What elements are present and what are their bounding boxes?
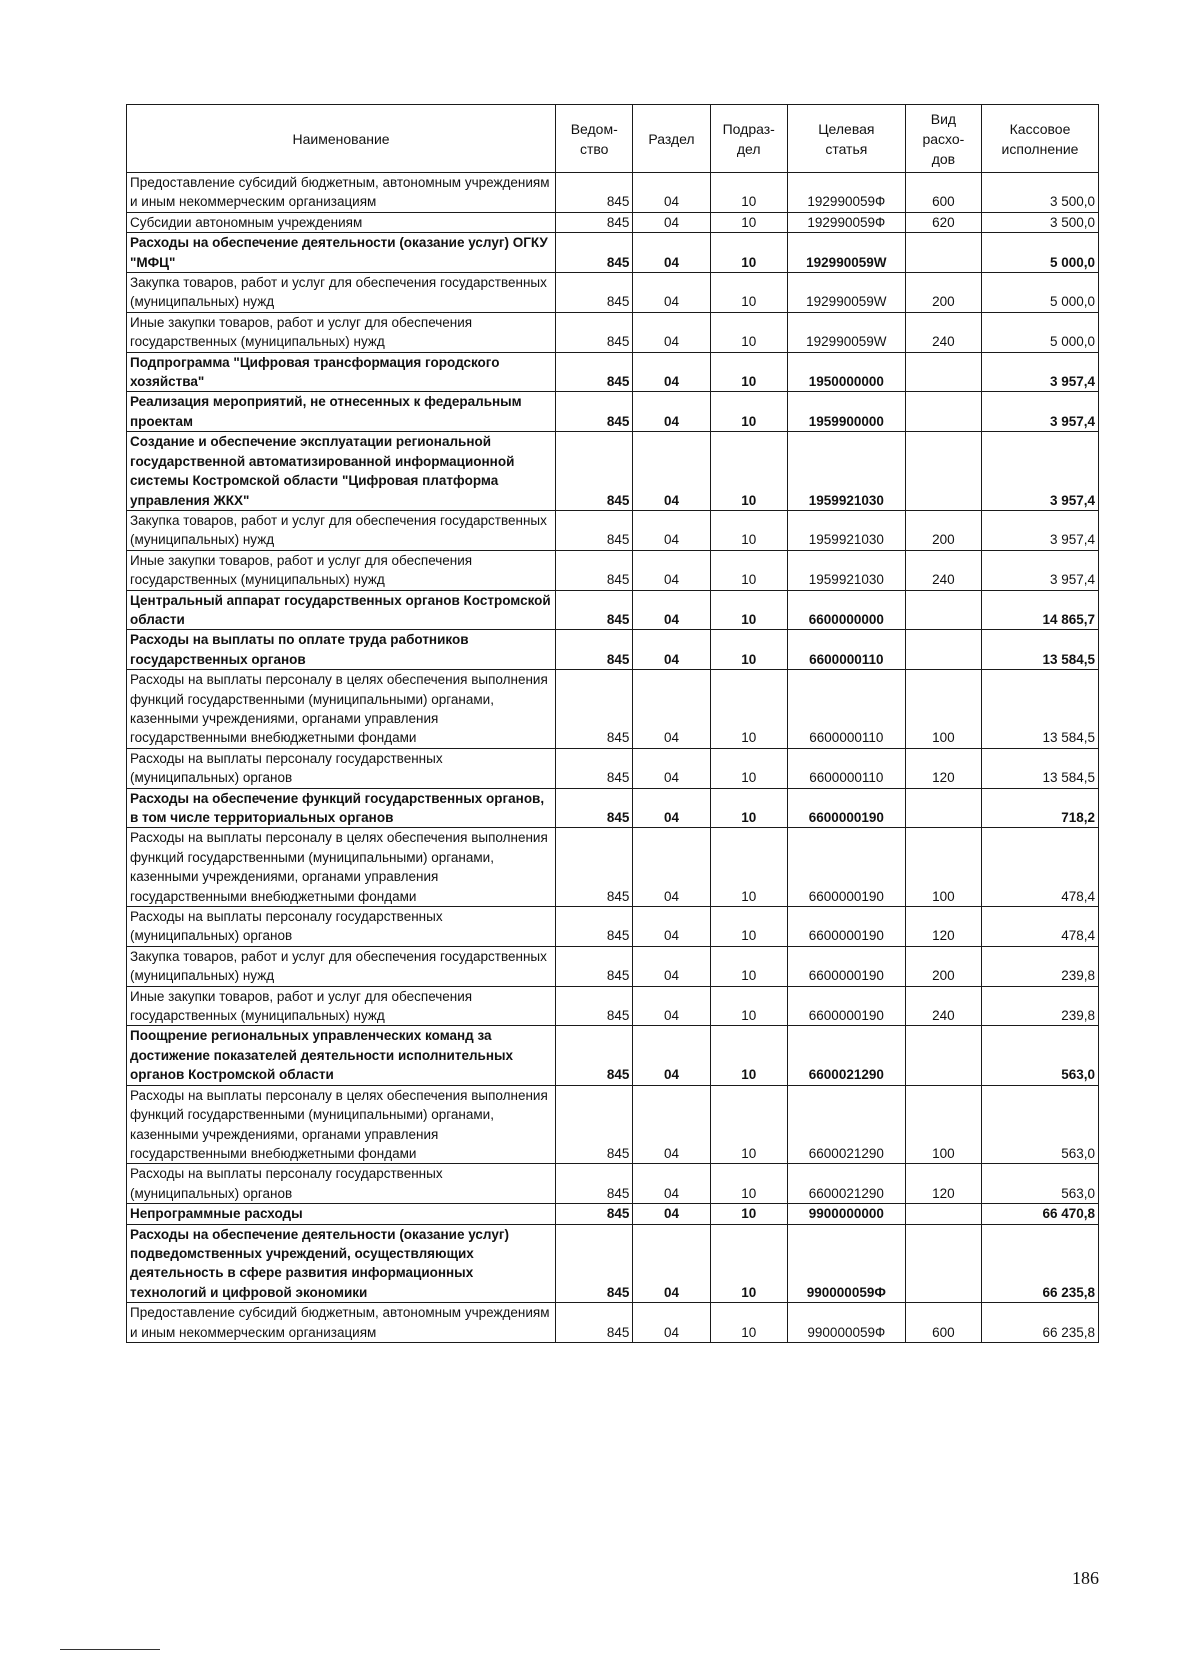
cell-razdel: 04 [633, 630, 710, 670]
cell-celevaya-statya: 1959921030 [787, 510, 905, 550]
cell-celevaya-statya: 1959921030 [787, 432, 905, 511]
cell-razdel: 04 [633, 946, 710, 986]
cell-celevaya-statya: 990000059Ф [787, 1303, 905, 1343]
footer-rule [60, 1649, 160, 1650]
cell-kassovoe-ispolnenie: 3 500,0 [982, 212, 1099, 232]
cell-podrazdel: 10 [710, 392, 787, 432]
table-header-row [127, 105, 1099, 173]
cell-kassovoe-ispolnenie: 3 957,4 [982, 432, 1099, 511]
cell-vedomstvo: 845 [556, 212, 633, 232]
table-row [127, 907, 1099, 947]
cell-razdel: 04 [633, 273, 710, 313]
header-vedomstvo: Ведом- ство [556, 105, 633, 173]
header-name: Наименование [127, 105, 556, 173]
cell-celevaya-statya: 6600021290 [787, 1026, 905, 1085]
cell-kassovoe-ispolnenie: 13 584,5 [982, 670, 1099, 749]
cell-celevaya-statya: 6600000190 [787, 986, 905, 1026]
cell-vedomstvo: 845 [556, 1303, 633, 1343]
cell-vedomstvo: 845 [556, 670, 633, 749]
table-row [127, 312, 1099, 352]
table-row [127, 233, 1099, 273]
table-row [127, 946, 1099, 986]
cell-name: Субсидии автономным учреждениям [127, 212, 556, 232]
cell-podrazdel: 10 [710, 1026, 787, 1085]
cell-vid-rashodov: 100 [905, 1085, 981, 1164]
cell-razdel: 04 [633, 907, 710, 947]
cell-podrazdel: 10 [710, 986, 787, 1026]
cell-razdel: 04 [633, 1224, 710, 1303]
table-row [127, 273, 1099, 313]
cell-podrazdel: 10 [710, 432, 787, 511]
cell-kassovoe-ispolnenie: 563,0 [982, 1085, 1099, 1164]
cell-name: Создание и обеспечение эксплуатации региональной государственной автоматизированной информационной системы Костромской области "Цифровая платформа управления ЖКХ" [127, 432, 556, 511]
header-podrazdel: Подраз- дел [710, 105, 787, 173]
cell-podrazdel: 10 [710, 233, 787, 273]
cell-vid-rashodov: 200 [905, 510, 981, 550]
cell-vedomstvo: 845 [556, 986, 633, 1026]
cell-name: Закупка товаров, работ и услуг для обеспечения государственных (муниципальных) нужд [127, 273, 556, 313]
cell-name: Расходы на выплаты персоналу в целях обеспечения выполнения функций государственными (муниципальными) органами, казенными учреждениями, органами управления государственными внебюджетными фондами [127, 828, 556, 907]
table-row [127, 510, 1099, 550]
cell-celevaya-statya: 6600000110 [787, 748, 905, 788]
cell-kassovoe-ispolnenie: 3 957,4 [982, 392, 1099, 432]
cell-celevaya-statya: 6600000190 [787, 907, 905, 947]
cell-podrazdel: 10 [710, 173, 787, 213]
cell-vedomstvo: 845 [556, 173, 633, 213]
cell-vedomstvo: 845 [556, 590, 633, 630]
cell-razdel: 04 [633, 590, 710, 630]
cell-celevaya-statya: 6600000190 [787, 946, 905, 986]
table-row [127, 986, 1099, 1026]
cell-podrazdel: 10 [710, 212, 787, 232]
cell-kassovoe-ispolnenie: 5 000,0 [982, 312, 1099, 352]
cell-name: Иные закупки товаров, работ и услуг для обеспечения государственных (муниципальных) нужд [127, 312, 556, 352]
cell-vid-rashodov: 240 [905, 312, 981, 352]
cell-podrazdel: 10 [710, 312, 787, 352]
cell-kassovoe-ispolnenie: 14 865,7 [982, 590, 1099, 630]
table-row [127, 1164, 1099, 1204]
table-row [127, 788, 1099, 828]
cell-kassovoe-ispolnenie: 66 235,8 [982, 1224, 1099, 1303]
cell-kassovoe-ispolnenie: 13 584,5 [982, 630, 1099, 670]
cell-vid-rashodov [905, 1026, 981, 1085]
cell-podrazdel: 10 [710, 670, 787, 749]
cell-podrazdel: 10 [710, 273, 787, 313]
table-row [127, 432, 1099, 511]
table-row [127, 670, 1099, 749]
cell-name: Расходы на обеспечение функций государственных органов, в том числе территориальных органов [127, 788, 556, 828]
cell-kassovoe-ispolnenie: 13 584,5 [982, 748, 1099, 788]
cell-razdel: 04 [633, 1085, 710, 1164]
cell-kassovoe-ispolnenie: 239,8 [982, 946, 1099, 986]
cell-name: Иные закупки товаров, работ и услуг для обеспечения государственных (муниципальных) нужд [127, 550, 556, 590]
table-row [127, 212, 1099, 232]
cell-celevaya-statya: 192990059Ф [787, 212, 905, 232]
cell-celevaya-statya: 1959921030 [787, 550, 905, 590]
cell-vedomstvo: 845 [556, 1085, 633, 1164]
cell-celevaya-statya: 6600021290 [787, 1085, 905, 1164]
cell-podrazdel: 10 [710, 907, 787, 947]
cell-celevaya-statya: 6600000190 [787, 788, 905, 828]
cell-kassovoe-ispolnenie: 3 500,0 [982, 173, 1099, 213]
cell-name: Предоставление субсидий бюджетным, автономным учреждениям и иным некоммерческим организациям [127, 1303, 556, 1343]
cell-podrazdel: 10 [710, 748, 787, 788]
cell-kassovoe-ispolnenie: 66 235,8 [982, 1303, 1099, 1343]
cell-vedomstvo: 845 [556, 233, 633, 273]
table-body [127, 173, 1099, 1343]
cell-vid-rashodov [905, 1204, 981, 1224]
header-kassovoe-ispolnenie: Кассовое исполнение [982, 105, 1099, 173]
cell-name: Расходы на выплаты персоналу в целях обеспечения выполнения функций государственными (муниципальными) органами, казенными учреждениями, органами управления государственными внебюджетными фондами [127, 1085, 556, 1164]
cell-vedomstvo: 845 [556, 432, 633, 511]
cell-podrazdel: 10 [710, 1204, 787, 1224]
cell-podrazdel: 10 [710, 1303, 787, 1343]
cell-celevaya-statya: 990000059Ф [787, 1224, 905, 1303]
cell-celevaya-statya: 192990059W [787, 312, 905, 352]
cell-celevaya-statya: 6600000000 [787, 590, 905, 630]
cell-kassovoe-ispolnenie: 3 957,4 [982, 550, 1099, 590]
page-number: 186 [1072, 1568, 1099, 1588]
cell-name: Расходы на выплаты по оплате труда работников государственных органов [127, 630, 556, 670]
table-row [127, 590, 1099, 630]
cell-vid-rashodov: 240 [905, 550, 981, 590]
header-celevaya-statya: Целевая статья [787, 105, 905, 173]
cell-vedomstvo: 845 [556, 828, 633, 907]
cell-name: Закупка товаров, работ и услуг для обеспечения государственных (муниципальных) нужд [127, 510, 556, 550]
cell-celevaya-statya: 192990059W [787, 233, 905, 273]
table-row [127, 550, 1099, 590]
cell-vid-rashodov [905, 590, 981, 630]
cell-name: Расходы на выплаты персоналу государственных (муниципальных) органов [127, 748, 556, 788]
table-row [127, 392, 1099, 432]
cell-vedomstvo: 845 [556, 312, 633, 352]
cell-podrazdel: 10 [710, 1224, 787, 1303]
cell-vid-rashodov: 600 [905, 173, 981, 213]
cell-razdel: 04 [633, 173, 710, 213]
cell-razdel: 04 [633, 352, 710, 392]
table-row [127, 1303, 1099, 1343]
cell-podrazdel: 10 [710, 788, 787, 828]
cell-vedomstvo: 845 [556, 1204, 633, 1224]
cell-razdel: 04 [633, 312, 710, 352]
cell-vid-rashodov: 120 [905, 748, 981, 788]
budget-table [126, 104, 1099, 1343]
cell-podrazdel: 10 [710, 1085, 787, 1164]
cell-razdel: 04 [633, 510, 710, 550]
table-row [127, 1224, 1099, 1303]
table-row [127, 1085, 1099, 1164]
cell-kassovoe-ispolnenie: 478,4 [982, 907, 1099, 947]
cell-kassovoe-ispolnenie: 66 470,8 [982, 1204, 1099, 1224]
cell-kassovoe-ispolnenie: 3 957,4 [982, 510, 1099, 550]
cell-kassovoe-ispolnenie: 478,4 [982, 828, 1099, 907]
cell-razdel: 04 [633, 670, 710, 749]
cell-razdel: 04 [633, 788, 710, 828]
cell-podrazdel: 10 [710, 828, 787, 907]
cell-vid-rashodov: 600 [905, 1303, 981, 1343]
cell-kassovoe-ispolnenie: 239,8 [982, 986, 1099, 1026]
cell-razdel: 04 [633, 1303, 710, 1343]
cell-vid-rashodov: 120 [905, 907, 981, 947]
cell-vedomstvo: 845 [556, 748, 633, 788]
cell-razdel: 04 [633, 212, 710, 232]
cell-name: Центральный аппарат государственных органов Костромской области [127, 590, 556, 630]
cell-vid-rashodov [905, 352, 981, 392]
cell-vedomstvo: 845 [556, 273, 633, 313]
cell-razdel: 04 [633, 748, 710, 788]
cell-vid-rashodov [905, 233, 981, 273]
cell-razdel: 04 [633, 1164, 710, 1204]
table-row [127, 828, 1099, 907]
cell-vid-rashodov [905, 432, 981, 511]
cell-razdel: 04 [633, 432, 710, 511]
cell-name: Иные закупки товаров, работ и услуг для обеспечения государственных (муниципальных) нужд [127, 986, 556, 1026]
cell-razdel: 04 [633, 986, 710, 1026]
cell-kassovoe-ispolnenie: 5 000,0 [982, 233, 1099, 273]
cell-name: Предоставление субсидий бюджетным, автономным учреждениям и иным некоммерческим организациям [127, 173, 556, 213]
cell-vid-rashodov: 120 [905, 1164, 981, 1204]
cell-razdel: 04 [633, 1204, 710, 1224]
cell-name: Расходы на обеспечение деятельности (оказание услуг) подведомственных учреждений, осуществляющих деятельность в сфере развития информационных технологий и цифровой экономики [127, 1224, 556, 1303]
cell-vid-rashodov [905, 788, 981, 828]
cell-celevaya-statya: 1959900000 [787, 392, 905, 432]
cell-vedomstvo: 845 [556, 630, 633, 670]
cell-name: Реализация мероприятий, не отнесенных к федеральным проектам [127, 392, 556, 432]
cell-vid-rashodov [905, 630, 981, 670]
cell-kassovoe-ispolnenie: 3 957,4 [982, 352, 1099, 392]
cell-vid-rashodov: 200 [905, 946, 981, 986]
cell-vedomstvo: 845 [556, 1164, 633, 1204]
cell-kassovoe-ispolnenie: 563,0 [982, 1164, 1099, 1204]
cell-razdel: 04 [633, 828, 710, 907]
cell-celevaya-statya: 9900000000 [787, 1204, 905, 1224]
cell-vid-rashodov: 100 [905, 828, 981, 907]
cell-celevaya-statya: 6600000110 [787, 630, 905, 670]
cell-vid-rashodov: 240 [905, 986, 981, 1026]
cell-podrazdel: 10 [710, 630, 787, 670]
cell-name: Непрограммные расходы [127, 1204, 556, 1224]
cell-name: Расходы на выплаты персоналу в целях обеспечения выполнения функций государственными (муниципальными) органами, казенными учреждениями, органами управления государственными внебюджетными фондами [127, 670, 556, 749]
cell-name: Расходы на обеспечение деятельности (оказание услуг) ОГКУ "МФЦ" [127, 233, 556, 273]
table-row [127, 352, 1099, 392]
cell-kassovoe-ispolnenie: 563,0 [982, 1026, 1099, 1085]
cell-podrazdel: 10 [710, 946, 787, 986]
cell-name: Расходы на выплаты персоналу государственных (муниципальных) органов [127, 907, 556, 947]
table-row [127, 1026, 1099, 1085]
cell-vedomstvo: 845 [556, 907, 633, 947]
cell-podrazdel: 10 [710, 590, 787, 630]
cell-vedomstvo: 845 [556, 510, 633, 550]
cell-razdel: 04 [633, 392, 710, 432]
cell-podrazdel: 10 [710, 550, 787, 590]
header-razdel: Раздел [633, 105, 710, 173]
cell-razdel: 04 [633, 1026, 710, 1085]
cell-kassovoe-ispolnenie: 5 000,0 [982, 273, 1099, 313]
table-row [127, 630, 1099, 670]
cell-name: Закупка товаров, работ и услуг для обеспечения государственных (муниципальных) нужд [127, 946, 556, 986]
cell-vedomstvo: 845 [556, 946, 633, 986]
cell-vid-rashodov: 620 [905, 212, 981, 232]
table-row [127, 1204, 1099, 1224]
cell-podrazdel: 10 [710, 352, 787, 392]
cell-celevaya-statya: 6600000110 [787, 670, 905, 749]
cell-celevaya-statya: 192990059W [787, 273, 905, 313]
cell-vid-rashodov [905, 392, 981, 432]
cell-podrazdel: 10 [710, 1164, 787, 1204]
cell-name: Расходы на выплаты персоналу государственных (муниципальных) органов [127, 1164, 556, 1204]
cell-vedomstvo: 845 [556, 392, 633, 432]
cell-name: Поощрение региональных управленческих команд за достижение показателей деятельности исполнительных органов Костромской области [127, 1026, 556, 1085]
header-vid-rashodov: Вид расхо- дов [905, 105, 981, 173]
cell-celevaya-statya: 1950000000 [787, 352, 905, 392]
cell-celevaya-statya: 6600021290 [787, 1164, 905, 1204]
cell-vid-rashodov [905, 1224, 981, 1303]
cell-vedomstvo: 845 [556, 352, 633, 392]
cell-celevaya-statya: 6600000190 [787, 828, 905, 907]
table-row [127, 748, 1099, 788]
cell-razdel: 04 [633, 550, 710, 590]
cell-vid-rashodov: 200 [905, 273, 981, 313]
cell-vedomstvo: 845 [556, 550, 633, 590]
cell-vid-rashodov: 100 [905, 670, 981, 749]
cell-vedomstvo: 845 [556, 1224, 633, 1303]
cell-celevaya-statya: 192990059Ф [787, 173, 905, 213]
cell-vedomstvo: 845 [556, 1026, 633, 1085]
cell-name: Подпрограмма "Цифровая трансформация городского хозяйства" [127, 352, 556, 392]
cell-razdel: 04 [633, 233, 710, 273]
cell-podrazdel: 10 [710, 510, 787, 550]
cell-kassovoe-ispolnenie: 718,2 [982, 788, 1099, 828]
cell-vedomstvo: 845 [556, 788, 633, 828]
table-row [127, 173, 1099, 213]
